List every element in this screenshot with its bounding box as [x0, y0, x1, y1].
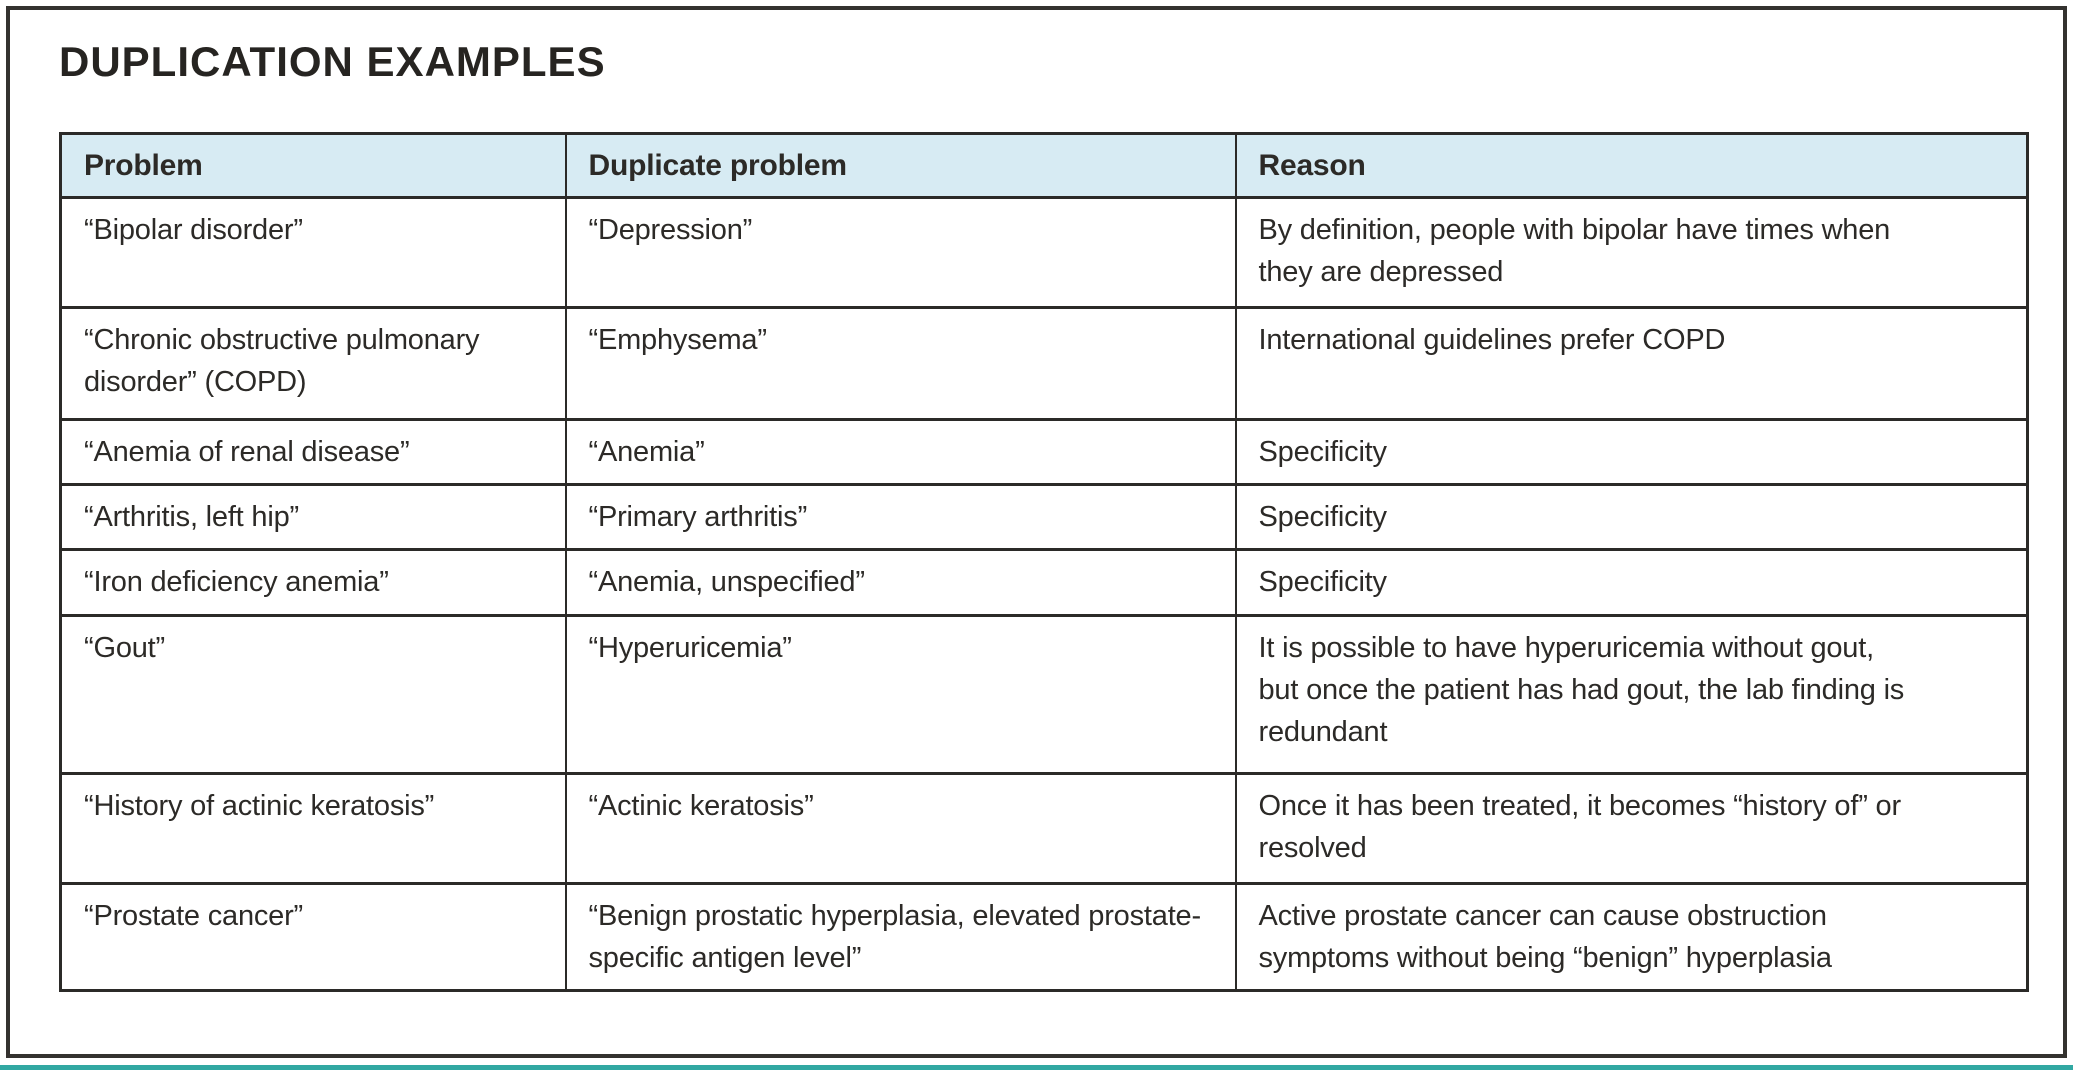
cell-duplicate-problem: “Anemia, unspecified”: [566, 550, 1236, 616]
cell-duplicate-problem: “Primary arthritis”: [566, 485, 1236, 550]
table-header-row: [61, 134, 2028, 198]
cell-problem: “Bipolar disorder”: [61, 198, 566, 308]
cell-reason: Specificity: [1236, 420, 2028, 485]
duplication-examples-table: [59, 132, 2029, 992]
cell-problem: “Iron deficiency anemia”: [61, 550, 566, 616]
cell-reason: International guidelines prefer COPD: [1236, 308, 2028, 420]
cell-reason: Specificity: [1236, 485, 2028, 550]
cell-problem: “Gout”: [61, 616, 566, 774]
cell-duplicate-problem: “Anemia”: [566, 420, 1236, 485]
column-header-problem: Problem: [61, 134, 566, 198]
table-row-bipolar-disorder: [61, 198, 2028, 308]
cell-reason: Once it has been treated, it becomes “history of” or resolved: [1236, 774, 2028, 884]
cell-reason: It is possible to have hyperuricemia without gout, but once the patient has had gout, the lab finding is redundant: [1236, 616, 2028, 774]
figure-title: DUPLICATION EXAMPLES: [59, 38, 606, 85]
bottom-accent-line: [0, 1065, 2073, 1070]
cell-reason: Specificity: [1236, 550, 2028, 616]
table-row-copd: [61, 308, 2028, 420]
table-row-iron-deficiency: [61, 550, 2028, 616]
cell-problem: “Chronic obstructive pulmonary disorder” (COPD): [61, 308, 566, 420]
figure-frame: [6, 6, 2067, 1058]
cell-reason: Active prostate cancer can cause obstruction symptoms without being “benign” hyperplasia: [1236, 884, 2028, 991]
table-row-arthritis-hip: [61, 485, 2028, 550]
cell-duplicate-problem: “Benign prostatic hyperplasia, elevated prostate-specific antigen level”: [566, 884, 1236, 991]
cell-duplicate-problem: “Actinic keratosis”: [566, 774, 1236, 884]
table-row-anemia-renal: [61, 420, 2028, 485]
cell-duplicate-problem: “Depression”: [566, 198, 1236, 308]
cell-problem: “Anemia of renal disease”: [61, 420, 566, 485]
cell-problem: “Prostate cancer”: [61, 884, 566, 991]
table-row-actinic-keratosis: [61, 774, 2028, 884]
table-row-gout: [61, 616, 2028, 774]
column-header-duplicate-problem: Duplicate problem: [566, 134, 1236, 198]
cell-reason: By definition, people with bipolar have times when they are depressed: [1236, 198, 2028, 308]
cell-duplicate-problem: “Emphysema”: [566, 308, 1236, 420]
cell-duplicate-problem: “Hyperuricemia”: [566, 616, 1236, 774]
table-row-prostate-cancer: [61, 884, 2028, 991]
column-header-reason: Reason: [1236, 134, 2028, 198]
cell-problem: “Arthritis, left hip”: [61, 485, 566, 550]
cell-problem: “History of actinic keratosis”: [61, 774, 566, 884]
